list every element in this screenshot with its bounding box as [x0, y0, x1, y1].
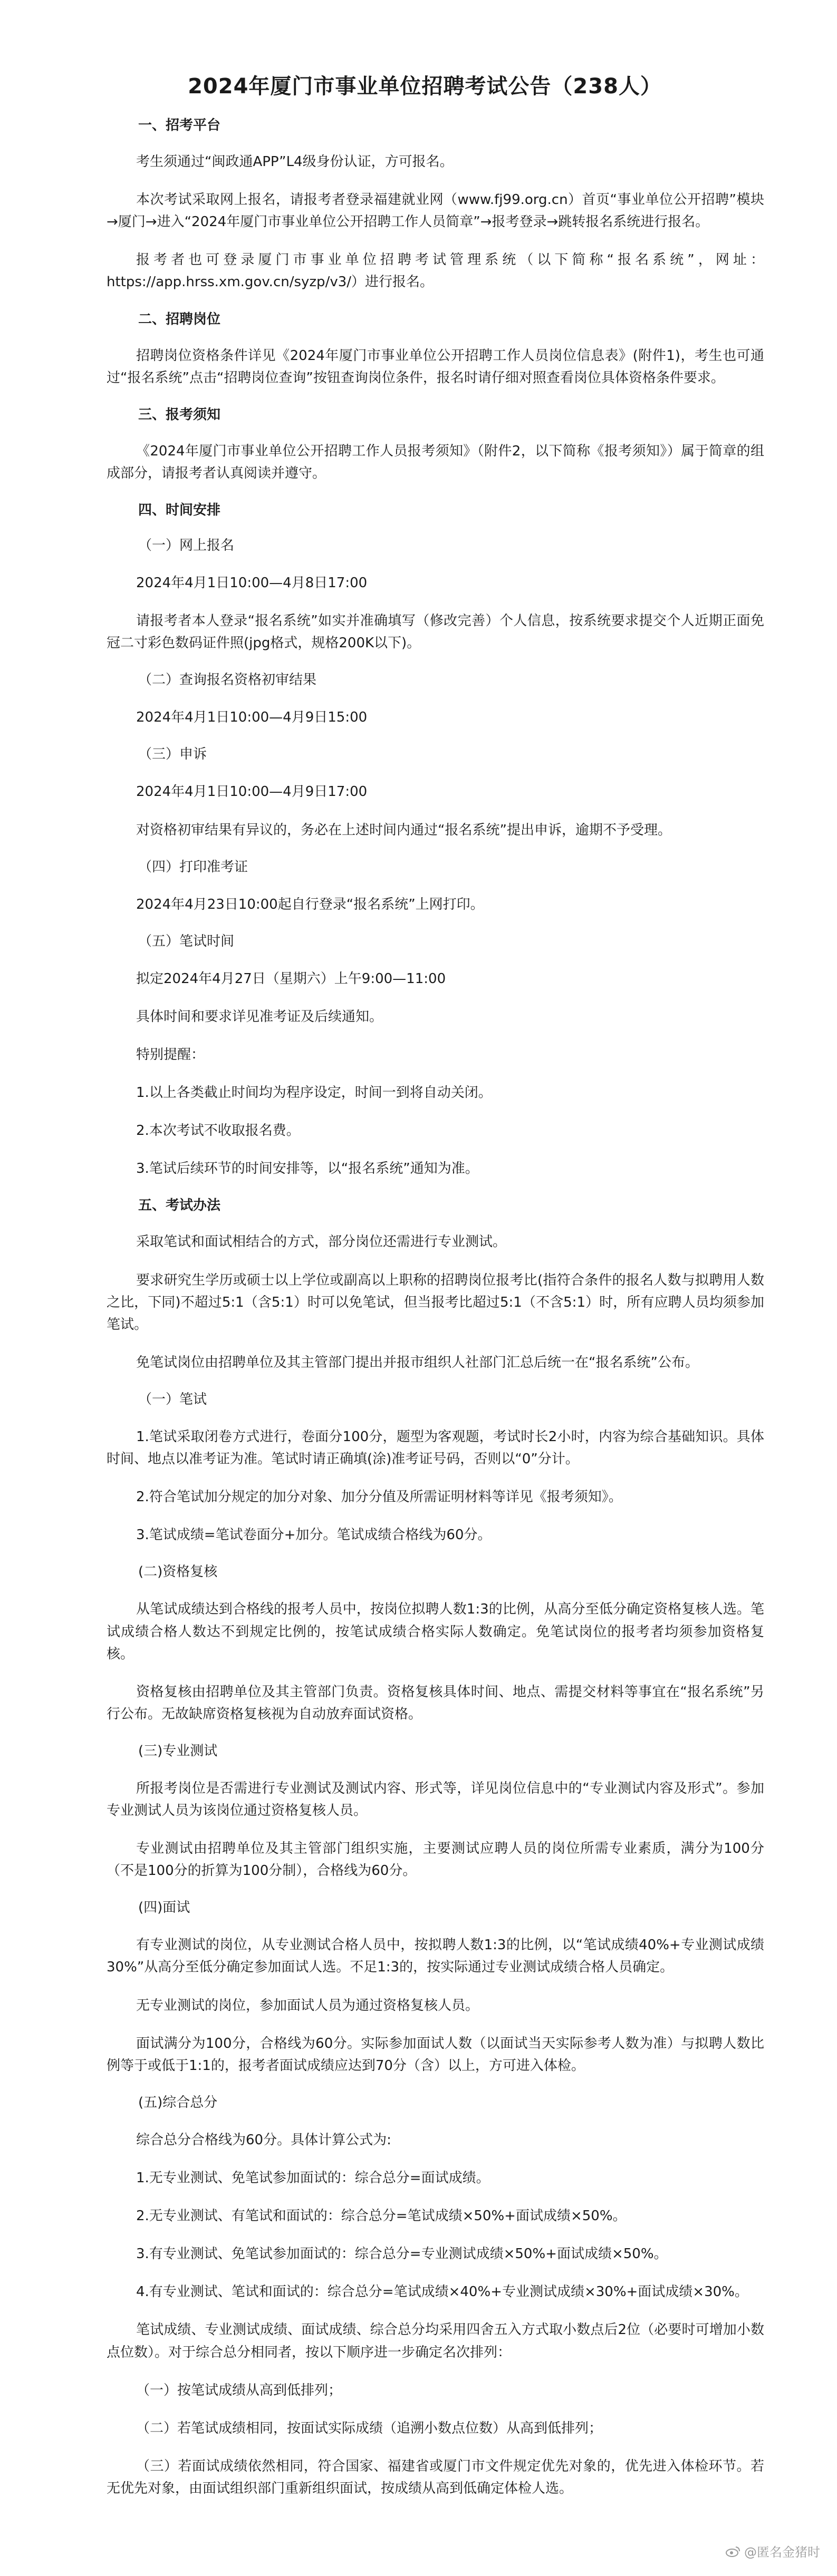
paragraph: 无专业测试的岗位，参加面试人员为通过资格复核人员。 [136, 1997, 479, 2014]
sub-heading: (五)综合总分 [138, 2094, 218, 2111]
paragraph: 从笔试成绩达到合格线的报考人员中，按岗位拟聘人数1:3的比例，从高分至低分确定资格复核人选。笔试成绩合格人数达不到规定比例的，按笔试成绩合格实际人数确定。免笔试岗位的报考者均须参加资格复核。 [107, 1601, 764, 1662]
paragraph: （二）若笔试成绩相同，按面试实际成绩（追溯小数点位数）从高到低排列； [136, 2420, 603, 2436]
document-body [107, 115, 764, 2500]
paragraph: 1.以上各类截止时间均为程序设定，时间一到将自动关闭。 [136, 1085, 492, 1101]
section-heading: 五、考试办法 [138, 1198, 221, 1214]
paragraph: 考生须通过“闽政通APP”L4级身份认证，方可报名。 [136, 154, 454, 170]
paragraph: 2.本次考试不收取报名费。 [136, 1123, 300, 1139]
paragraph: 1.无专业测试、免笔试参加面试的：综合总分=面试成绩。 [136, 2170, 490, 2186]
section-heading: 三、报考须知 [138, 406, 221, 423]
paragraph: 面试满分为100分，合格线为60分。实际参加面试人数（以面试当天实际参考人数为准）与拟聘人数比例等于或低于1:1的，报考者面试成绩应达到70分（含）以上，方可进入体检。 [107, 2035, 764, 2074]
section-heading: 二、招聘岗位 [138, 311, 221, 327]
sub-heading: （一）网上报名 [138, 537, 235, 553]
paragraph: 有专业测试的岗位，从专业测试合格人员中，按拟聘人数1:3的比例，以“笔试成绩40%+专业测试成绩30%”从高分至低分确定参加面试人选。不足1:3的，按实际通过专业测试成绩合格人员确定。 [107, 1937, 764, 1976]
sub-heading: （四）打印准考证 [138, 859, 248, 875]
paragraph: 要求研究生学历或硕士以上学位或副高以上职称的招聘岗位报考比(指符合条件的报名人数与拟聘用人数之比，下同)不超过5:1（含5:1）时可以免笔试，但当报考比超过5:1（不含5:1）时，所有应聘人员均须参加笔试。 [107, 1272, 764, 1333]
paragraph: 笔试成绩、专业测试成绩、面试成绩、综合总分均采用四舍五入方式取小数点后2位（必要时可增加小数点位数）。对于综合总分相同者，按以下顺序进一步确定名次排列： [107, 2322, 764, 2360]
paragraph: 《2024年厦门市事业单位公开招聘工作人员报考须知》（附件2，以下简称《报考须知》）属于简章的组成部分，请报考者认真阅读并遵守。 [107, 443, 764, 481]
paragraph: 2024年4月23日10:00起自行登录“报名系统”上网打印。 [136, 896, 484, 912]
sub-heading: （五）笔试时间 [138, 933, 235, 949]
paragraph: 特别提醒： [136, 1046, 205, 1063]
paragraph: （一）按笔试成绩从高到低排列； [136, 2382, 342, 2398]
paragraph: 2024年4月1日10:00—4月9日17:00 [136, 784, 368, 800]
paragraph: 2024年4月1日10:00—4月8日17:00 [136, 575, 368, 591]
paragraph: 所报考岗位是否需进行专业测试及测试内容、形式等，详见岗位信息中的“专业测试内容及形式”。参加专业测试人员为该岗位通过资格复核人员。 [107, 1780, 764, 1819]
paragraph: 免笔试岗位由招聘单位及其主管部门提出并报市组织人社部门汇总后统一在“报名系统”公布。 [136, 1354, 699, 1370]
paragraph: 2024年4月1日10:00—4月9日15:00 [136, 709, 368, 726]
section-heading: 一、招考平台 [138, 118, 221, 133]
paragraph: 3.有专业测试、免笔试参加面试的：综合总分=专业测试成绩×50%+面试成绩×50%。 [136, 2246, 668, 2262]
weibo-watermark [725, 2542, 820, 2560]
watermark-text: @匿名金猪时 [744, 2545, 820, 2560]
sub-heading: (三)专业测试 [138, 1743, 218, 1759]
paragraph: 资格复核由招聘单位及其主管部门负责。资格复核具体时间、地点、需提交材料等事宜在“报名系统”另行公布。无故缺席资格复核视为自动放弃面试资格。 [107, 1684, 764, 1722]
sub-heading: （一）笔试 [138, 1391, 207, 1407]
page-title: 2024年厦门市事业单位招聘考试公告（238人） [188, 74, 662, 99]
weibo-logo-icon [725, 2545, 741, 2558]
sub-heading: (二)资格复核 [138, 1564, 218, 1580]
paragraph: 2.符合笔试加分规定的加分对象、加分分值及所需证明材料等详见《报考须知》。 [136, 1489, 622, 1505]
paragraph: （三）若面试成绩依然相同，符合国家、福建省或厦门市文件规定优先对象的，优先进入体检环节。若无优先对象，由面试组织部门重新组织面试，按成绩从高到低确定体检人选。 [107, 2458, 764, 2497]
paragraph: 报考者也可登录厦门市事业单位招聘考试管理系统（以下简称“报名系统”，网址：https://app.hrss.xm.gov.cn/syzp/v3/）进行报名。 [107, 252, 764, 290]
paragraph: 拟定2024年4月27日（星期六）上午9:00—11:00 [136, 970, 446, 987]
paragraph: 具体时间和要求详见准考证及后续通知。 [136, 1008, 383, 1025]
paragraph: 1.笔试采取闭卷方式进行，卷面分100分，题型为客观题，考试时长2小时，内容为综合基础知识。具体时间、地点以准考证为准。笔试时请正确填(涂)准考证号码，否则以“0”分计。 [107, 1428, 764, 1467]
paragraph: 采取笔试和面试相结合的方式，部分岗位还需进行专业测试。 [136, 1234, 507, 1250]
paragraph: 4.有专业测试、笔试和面试的：综合总分=笔试成绩×40%+专业测试成绩×30%+面试成绩×30%。 [136, 2284, 748, 2300]
paragraph: 对资格初审结果有异议的，务必在上述时间内通过“报名系统”提出申诉，逾期不予受理。 [136, 822, 671, 838]
paragraph: 招聘岗位资格条件详见《2024年厦门市事业单位公开招聘工作人员岗位信息表》(附件1)，考生也可通过“报名系统”点击“招聘岗位查询”按钮查询岗位条件，报名时请仔细对照查看岗位具体资格条件要求。 [107, 347, 764, 386]
paragraph: 本次考试采取网上报名，请报考者登录福建就业网（www.fj99.org.cn）首页“事业单位公开招聘”模块→厦门→进入“2024年厦门市事业单位公开招聘工作人员简章”→报考登录→跳转报名系统进行报名。 [107, 192, 764, 230]
paragraph: 专业测试由招聘单位及其主管部门组织实施，主要测试应聘人员的岗位所需专业素质，满分为100分（不是100分的折算为100分制），合格线为60分。 [107, 1841, 764, 1879]
sub-heading: （三）申诉 [138, 746, 207, 763]
sub-heading: (四)面试 [138, 1900, 190, 1916]
paragraph: 3.笔试成绩=笔试卷面分+加分。笔试成绩合格线为60分。 [136, 1527, 492, 1543]
paragraph: 综合总分合格线为60分。具体计算公式为: [136, 2132, 391, 2148]
sub-heading: （二）查询报名资格初审结果 [138, 672, 317, 688]
paragraph: 3.笔试后续环节的时间安排等，以“报名系统”通知为准。 [136, 1161, 479, 1177]
paragraph: 2.无专业测试、有笔试和面试的：综合总分=笔试成绩×50%+面试成绩×50%。 [136, 2208, 627, 2224]
paragraph: 请报考者本人登录“报名系统”如实并准确填写（修改完善）个人信息，按系统要求提交个人近期正面免冠二寸彩色数码证件照(jpg格式，规格200K以下)。 [107, 613, 764, 652]
section-heading: 四、时间安排 [138, 502, 221, 518]
